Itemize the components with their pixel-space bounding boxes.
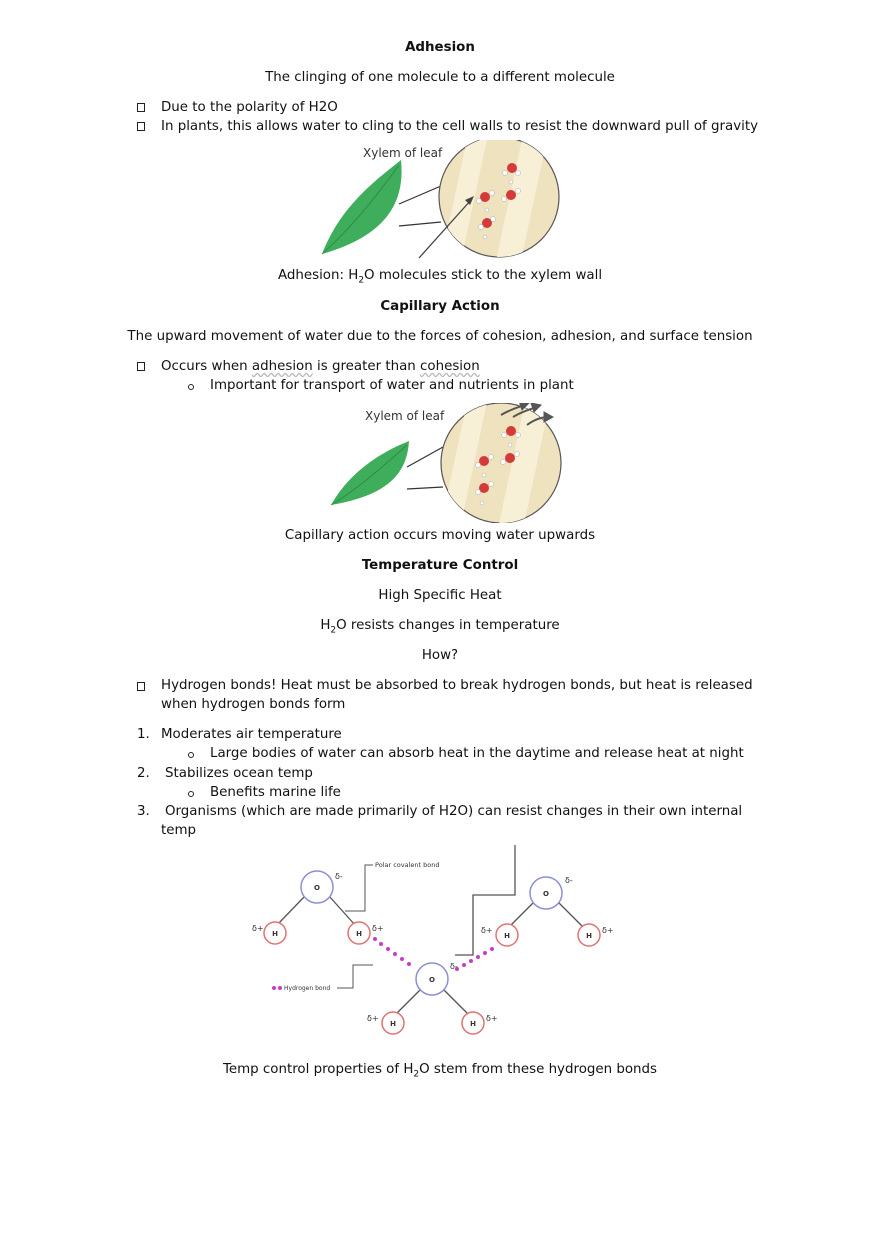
temp-caption-pre: Temp control properties of H (222, 1062, 414, 1077)
item-1-number: 1. (137, 727, 150, 742)
item-2-text: Stabilizes ocean temp (165, 766, 313, 781)
delta-plus-label: δ+ (252, 924, 264, 933)
adhesion-caption (0, 268, 880, 286)
adhesion-title: Adhesion (405, 40, 475, 55)
delta-minus-label: δ- (335, 872, 343, 881)
item-2-number: 2. (137, 766, 150, 781)
delta-plus-label: δ+ (372, 924, 384, 933)
adhesion-xylem-figure (319, 140, 561, 260)
temperature-subtitle: High Specific Heat (378, 588, 502, 603)
hydrogen-letter: H (272, 930, 278, 938)
delta-minus-label: δ- (450, 962, 458, 971)
capillary-bullet-mid: is greater than (312, 359, 421, 374)
hydrogen-bond-diagram (245, 843, 625, 1043)
adhesion-caption-post: O molecules stick to the xylem wall (364, 268, 603, 283)
temp-caption-post: O stem from these hydrogen bonds (419, 1062, 658, 1077)
circle-bullet-icon (188, 791, 194, 797)
capillary-caption: Capillary action occurs moving water upwards (284, 528, 596, 543)
capillary-bullet-cohesion: cohesion (420, 359, 480, 374)
temperature-resist (0, 618, 880, 636)
temperature-how: How? (421, 648, 459, 663)
hydrogen-letter: H (586, 932, 592, 940)
hydrogen-letter: H (390, 1020, 396, 1028)
hydrogen-letter: H (356, 930, 362, 938)
adhesion-caption-pre: Adhesion: H (277, 268, 359, 283)
item-3-cont: temp (161, 823, 197, 838)
delta-plus-label: δ+ (481, 926, 493, 935)
xylem-label: Xylem of leaf (363, 146, 443, 160)
delta-plus-label: δ+ (367, 1014, 379, 1023)
capillary-sub-bullet: Important for transport of water and nutrients in plant (210, 378, 574, 393)
capillary-bullet-pre: Occurs when (161, 359, 252, 374)
square-bullet-icon (137, 362, 145, 371)
item-1-sub: Large bodies of water can absorb heat in the daytime and release heat at night (210, 746, 744, 761)
resist-pre: H (320, 618, 331, 633)
temp-caption-sub: 2 (413, 1069, 420, 1080)
capillary-bullet (161, 359, 480, 374)
circle-bullet-icon (188, 384, 194, 390)
hydrogen-bond-dots (272, 937, 494, 990)
delta-plus-label: δ+ (602, 926, 614, 935)
capillary-title: Capillary Action (380, 299, 500, 314)
adhesion-bullet-1: Due to the polarity of H2O (161, 100, 338, 115)
circle-bullet-icon (188, 752, 194, 758)
hydrogen-letter: H (470, 1020, 476, 1028)
xylem-label: Xylem of leaf (365, 409, 445, 423)
hbond-bullet-line-2: when hydrogen bonds form (161, 697, 346, 712)
resist-sub: 2 (330, 625, 337, 636)
square-bullet-icon (137, 682, 145, 691)
square-bullet-icon (137, 103, 145, 112)
adhesion-definition: The clinging of one molecule to a different molecule (265, 70, 615, 85)
temperature-title: Temperature Control (361, 558, 519, 573)
capillary-bullet-adhesion: adhesion (251, 359, 313, 374)
item-1-text: Moderates air temperature (161, 727, 342, 742)
oxygen-letter: O (543, 890, 549, 898)
square-bullet-icon (137, 122, 145, 131)
delta-minus-label: δ- (565, 876, 573, 885)
adhesion-caption-sub: 2 (358, 275, 365, 286)
adhesion-bullet-2: In plants, this allows water to cling to the cell walls to resist the downward pull of gravity (161, 119, 759, 134)
hydrogen-letter: H (504, 932, 510, 940)
oxygen-letter: O (429, 976, 435, 984)
hydrogen-bond-label: Hydrogen bond (284, 985, 331, 992)
capillary-xylem-figure (319, 403, 563, 523)
oxygen-letter: O (314, 884, 320, 892)
polar-covalent-label: Polar covalent bond (375, 861, 440, 869)
temperature-caption (0, 1062, 880, 1080)
hbond-bullet-line-1: Hydrogen bonds! Heat must be absorbed to break hydrogen bonds, but heat is released (161, 678, 753, 693)
item-3-number: 3. (137, 804, 150, 819)
delta-plus-label: δ+ (486, 1014, 498, 1023)
item-3-text: Organisms (which are made primarily of H2O) can resist changes in their own internal (165, 804, 743, 819)
item-2-sub: Benefits marine life (210, 785, 341, 800)
resist-post: O resists changes in temperature (336, 618, 560, 633)
capillary-definition: The upward movement of water due to the forces of cohesion, adhesion, and surface tension (127, 329, 753, 344)
